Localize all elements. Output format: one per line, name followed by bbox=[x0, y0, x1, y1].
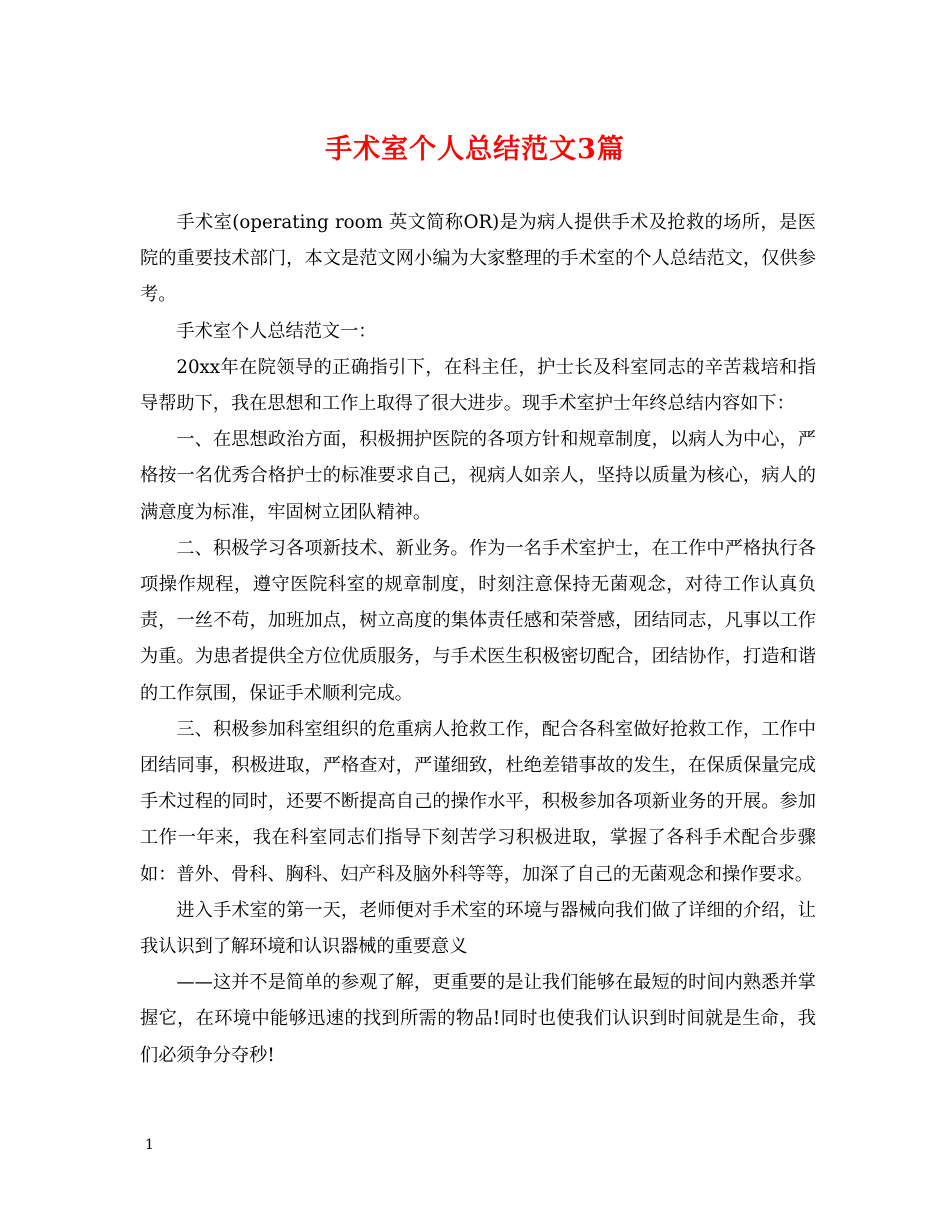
paragraph-reflection: ——这并不是简单的参观了解，更重要的是让我们能够在最短的时间内熟悉并掌握它，在环境中能够迅速的找到所需的物品!同时也使我们认识到时间就是生命，我们必须争分夺秒! bbox=[140, 972, 816, 1066]
paragraph-section-heading: 手术室个人总结范文一： bbox=[176, 320, 377, 342]
paragraph-point-one: 一、在思想政治方面，积极拥护医院的各项方针和规章制度，以病人为中心，严格按一名优秀合格护士的标准要求自己，视病人如亲人，坚持以质量为核心，病人的满意度为标准，牢固树立团队精神。 bbox=[140, 429, 816, 523]
page-number: 1 bbox=[145, 1137, 154, 1153]
document-title: 手术室个人总结范文3篇 bbox=[325, 134, 625, 165]
paragraph-first-day: 进入手术室的第一天，老师便对手术室的环境与器械向我们做了详细的介绍，让我认识到了解环境和认识器械的重要意义 bbox=[140, 899, 816, 958]
paragraph-point-three: 三、积极参加科室组织的危重病人抢救工作，配合各科室做好抢救工作，工作中团结同事，积极进取，严格查对，严谨细致，杜绝差错事故的发生，在保质保量完成手术过程的同时，还要不断提高自己的操作水平，积极参加各项新业务的开展。参加工作一年来，我在科室同志们指导下刻苦学习积极进取，掌握了各科手术配合步骤如：普外、骨科、胸科、妇产科及脑外科等等，加深了自己的无菌观念和操作要求。 bbox=[140, 718, 816, 885]
paragraph-point-two: 二、积极学习各项新技术、新业务。作为一名手术室护士，在工作中严格执行各项操作规程，遵守医院科室的规章制度，时刻注意保持无菌观念，对待工作认真负责，一丝不苟，加班加点，树立高度的集体责任感和荣誉感，团结同志，凡事以工作为重。为患者提供全方位优质服务，与手术医生积极密切配合，团结协作，打造和谐的工作氛围，保证手术顺利完成。 bbox=[140, 537, 816, 704]
paragraph-intro: 手术室(operating room 英文简称OR)是为病人提供手术及抢救的场所，是医院的重要技术部门，本文是范文网小编为大家整理的手术室的个人总结范文，仅供参考。 bbox=[140, 212, 816, 306]
paragraph-summary-opening: 20xx年在院领导的正确指引下，在科主任，护士长及科室同志的辛苦栽培和指导帮助下，我在思想和工作上取得了很大进步。现手术室护士年终总结内容如下： bbox=[140, 356, 816, 415]
document-body bbox=[140, 205, 816, 1074]
